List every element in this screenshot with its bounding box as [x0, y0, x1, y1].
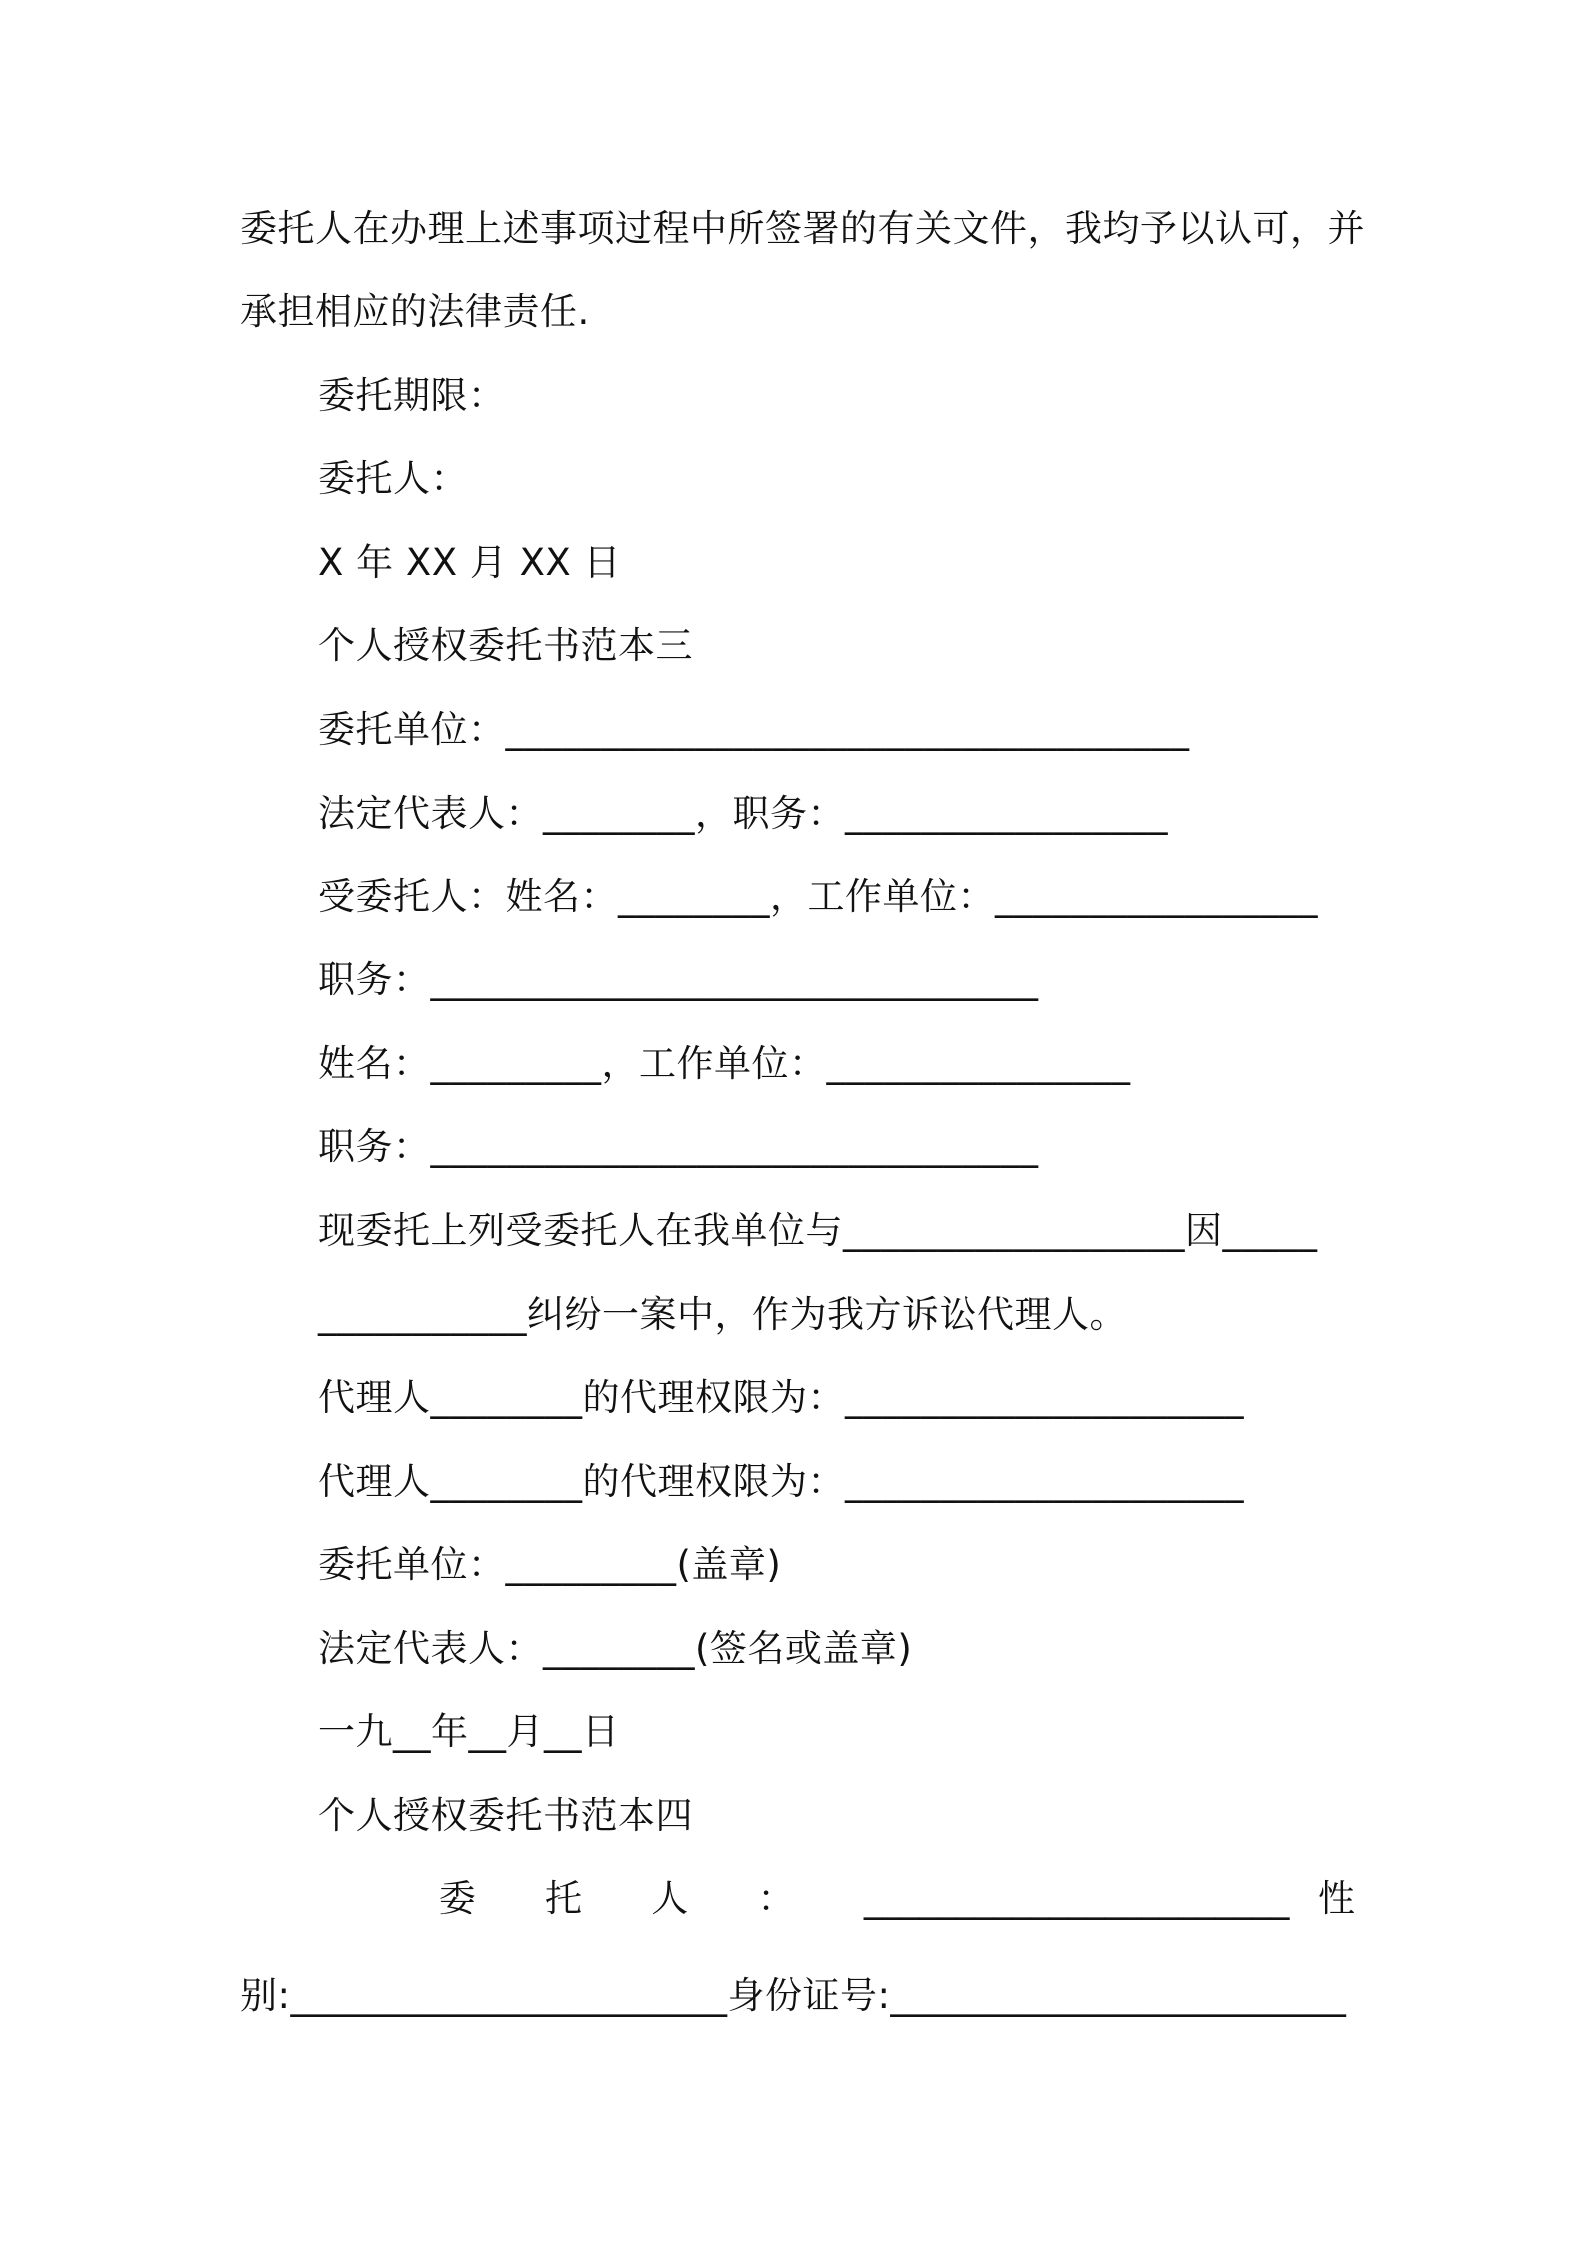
- form-field-line: 委托单位：____________________________________: [318, 708, 1190, 751]
- spread-char: _______________________性: [863, 1877, 1356, 1920]
- form-field-line: 代理人________的代理权限为：_____________________: [318, 1376, 1244, 1419]
- date-line: X 年 XX 月 XX 日: [318, 541, 622, 584]
- paragraph-line: 承担相应的法律责任.: [240, 290, 590, 333]
- section-title: 个人授权委托书范本三: [318, 624, 693, 667]
- form-field-line: 代理人________的代理权限为：_____________________: [318, 1460, 1244, 1503]
- principal-spread-line: [240, 1875, 1355, 1923]
- form-field-line: 受委托人：姓名：________，工作单位：_________________: [318, 875, 1318, 918]
- paragraph-line: 委托人在办理上述事项过程中所签署的有关文件，我均予以认可，并: [240, 207, 1365, 250]
- signature-line: 法定代表人：________(签名或盖章): [318, 1627, 913, 1670]
- form-field-line: 职务：________________________________: [318, 958, 1039, 1001]
- term-label: 委托期限：: [318, 374, 506, 417]
- spread-char: ：: [757, 1877, 824, 1920]
- signature-line: 委托单位：_________(盖章): [318, 1543, 782, 1586]
- form-field-line: 别:_______________________身份证号:________________________: [240, 1974, 1347, 2017]
- form-field-line: 法定代表人：________，职务：_________________: [318, 792, 1168, 835]
- form-field-line: 姓名：_________，工作单位：________________: [318, 1042, 1131, 1085]
- spread-char: 托: [545, 1877, 611, 1920]
- form-field-line: 职务：________________________________: [318, 1125, 1039, 1168]
- spread-char: 委: [410, 1877, 505, 1920]
- paragraph-line: ___________纠纷一案中，作为我方诉讼代理人。: [318, 1293, 1127, 1336]
- spread-char: 人: [651, 1877, 718, 1920]
- section-title: 个人授权委托书范本四: [318, 1794, 693, 1837]
- date-line: 一九__年__月__日: [318, 1710, 620, 1753]
- principal-label: 委托人：: [318, 457, 468, 500]
- paragraph-line: 现委托上列受委托人在我单位与__________________因_____: [318, 1209, 1318, 1252]
